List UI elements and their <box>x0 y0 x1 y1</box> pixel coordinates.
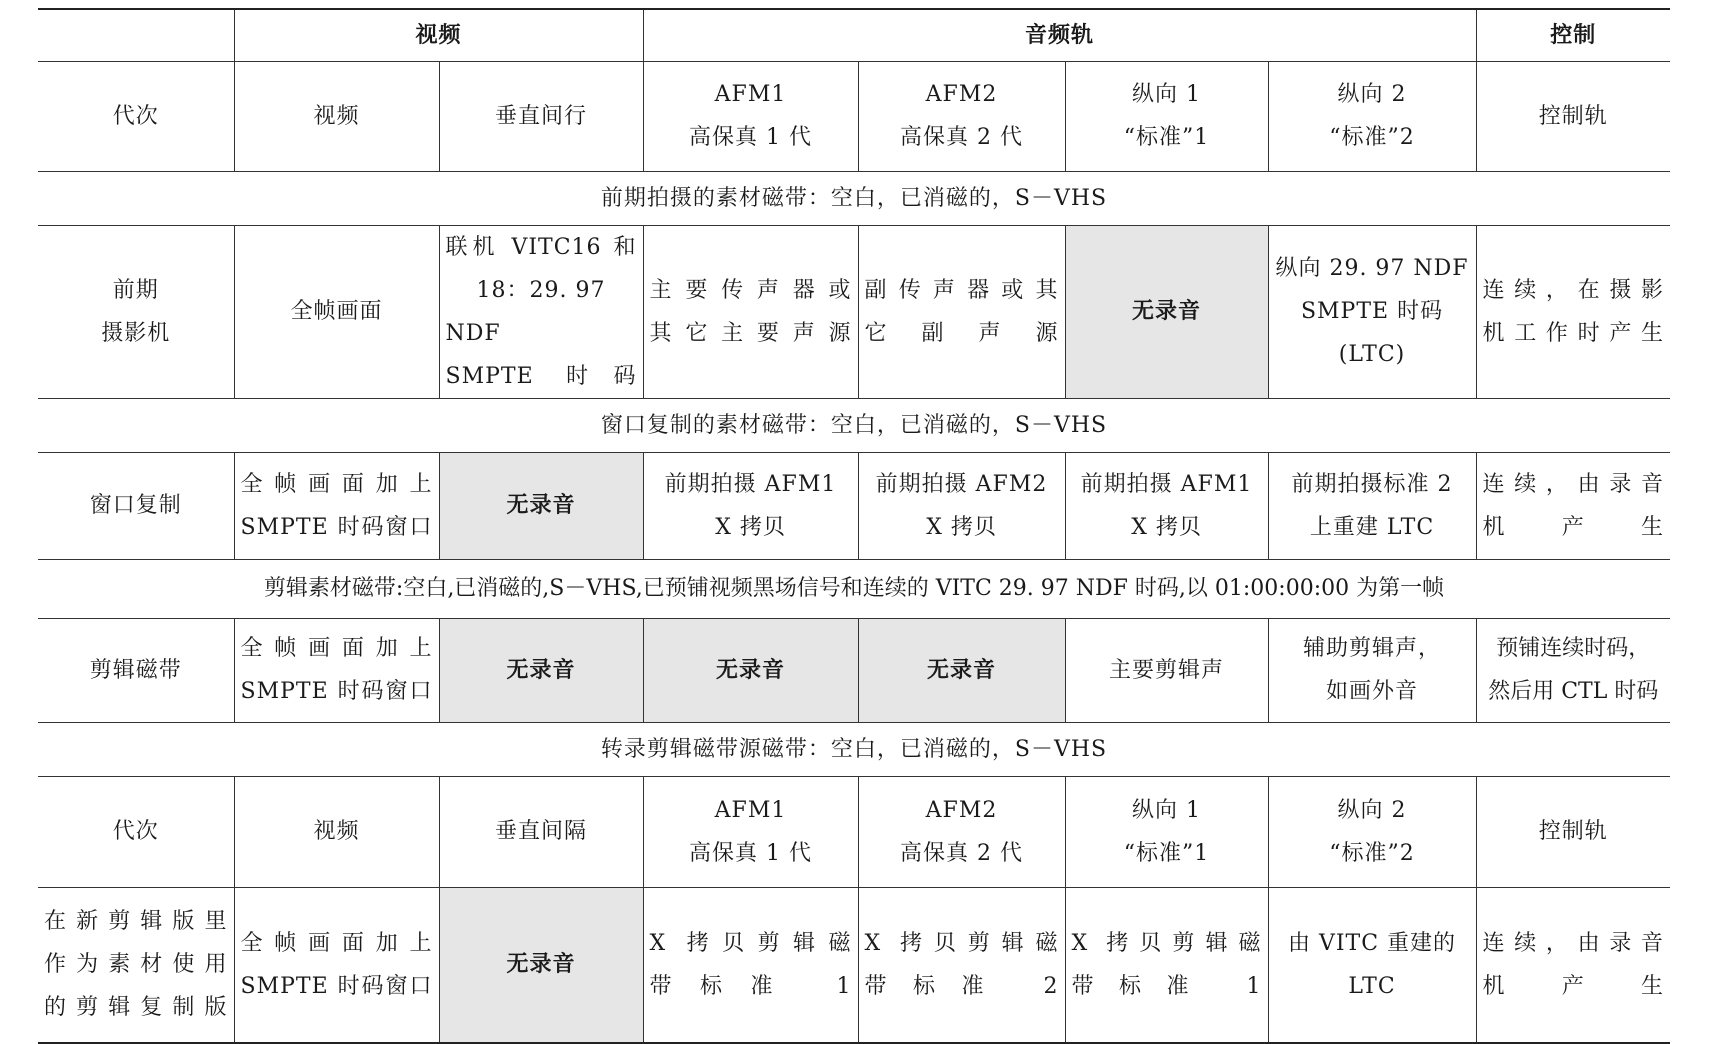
col-header-longitudinal-2: 纵向 2 “标准”2 <box>1268 61 1476 171</box>
col-header-video: 视频 <box>234 61 439 171</box>
cell-generation: 窗口复制 <box>38 452 234 559</box>
col-header-generation: 代次 <box>38 776 234 887</box>
top-header-row <box>38 9 1670 61</box>
cell-generation: 前期 摄影机 <box>38 225 234 398</box>
audio-tracks-group-header: 音频轨 <box>643 9 1476 61</box>
cell-longitudinal-1: 前期拍摄 AFM1 X 拷贝 <box>1065 452 1268 559</box>
section-title-preshoot: 前期拍摄的素材磁带：空白，已消磁的，S－VHS <box>38 171 1670 225</box>
section-row-window-dub <box>38 398 1670 452</box>
col-header-afm2: AFM2 高保真 2 代 <box>858 776 1065 887</box>
col-header-afm1: AFM1 高保真 1 代 <box>643 61 858 171</box>
cell-longitudinal-2: 辅助剪辑声， 如画外音 <box>1268 618 1476 722</box>
cell-afm2: 无录音 <box>858 618 1065 722</box>
cell-video: 全帧画面加上 SMPTE 时码窗口 <box>234 618 439 722</box>
cell-generation: 在新剪辑版里 作为素材使用 的剪辑复制版 <box>38 887 234 1043</box>
cell-afm1: X 拷贝剪辑磁 带标准 1 <box>643 887 858 1043</box>
table-row-window-dub <box>38 452 1670 559</box>
section-row-edit-tape <box>38 559 1670 618</box>
table-row-preshoot <box>38 225 1670 398</box>
cell-vertical-interval: 无录音 <box>439 618 643 722</box>
col-header-afm2: AFM2 高保真 2 代 <box>858 61 1065 171</box>
cell-afm2: 前期拍摄 AFM2 X 拷贝 <box>858 452 1065 559</box>
cell-control-track: 连续，在摄影 机工作时产生 <box>1476 225 1670 398</box>
cell-longitudinal-2: 前期拍摄标准 2 上重建 LTC <box>1268 452 1476 559</box>
cell-afm1: 主要传声器或 其它主要声源 <box>643 225 858 398</box>
column-header-row-repeat <box>38 776 1670 887</box>
col-header-longitudinal-2: 纵向 2 “标准”2 <box>1268 776 1476 887</box>
col-header-video: 视频 <box>234 776 439 887</box>
cell-video: 全帧画面 <box>234 225 439 398</box>
section-title-edit-tape: 剪辑素材磁带:空白,已消磁的,S－VHS,已预铺视频黑场信号和连续的 VITC 29. 97 NDF 时码,以 01:00:00:00 为第一帧 <box>38 559 1670 618</box>
tape-track-table <box>38 8 1670 1044</box>
col-header-longitudinal-1: 纵向 1 “标准”1 <box>1065 61 1268 171</box>
cell-vertical-interval: 无录音 <box>439 887 643 1043</box>
cell-longitudinal-1: X 拷贝剪辑磁 带标准 1 <box>1065 887 1268 1043</box>
cell-control-track: 连续，由录音 机产生 <box>1476 887 1670 1043</box>
corner-cell <box>38 9 234 61</box>
cell-vertical-interval: 联机 VITC16 和 18：29. 97 NDF SMPTE 时码 <box>439 225 643 398</box>
cell-vertical-interval: 无录音 <box>439 452 643 559</box>
cell-afm1: 前期拍摄 AFM1 X 拷贝 <box>643 452 858 559</box>
section-row-transfer <box>38 722 1670 776</box>
video-group-header: 视频 <box>234 9 643 61</box>
section-row-preshoot <box>38 171 1670 225</box>
cell-longitudinal-1: 无录音 <box>1065 225 1268 398</box>
cell-longitudinal-2: 由 VITC 重建的 LTC <box>1268 887 1476 1043</box>
col-header-longitudinal-1: 纵向 1 “标准”1 <box>1065 776 1268 887</box>
section-title-window-dub: 窗口复制的素材磁带：空白，已消磁的，S－VHS <box>38 398 1670 452</box>
col-header-control-track: 控制轨 <box>1476 61 1670 171</box>
col-header-vertical-interval: 垂直间行 <box>439 61 643 171</box>
control-group-header: 控制 <box>1476 9 1670 61</box>
column-header-row <box>38 61 1670 171</box>
cell-afm1: 无录音 <box>643 618 858 722</box>
table-row-edit-tape <box>38 618 1670 722</box>
cell-generation: 剪辑磁带 <box>38 618 234 722</box>
col-header-control-track: 控制轨 <box>1476 776 1670 887</box>
cell-control-track: 预铺连续时码， 然后用 CTL 时码 <box>1476 618 1670 722</box>
cell-afm2: X 拷贝剪辑磁 带标准 2 <box>858 887 1065 1043</box>
col-header-vertical-interval: 垂直间隔 <box>439 776 643 887</box>
cell-longitudinal-1: 主要剪辑声 <box>1065 618 1268 722</box>
col-header-afm1: AFM1 高保真 1 代 <box>643 776 858 887</box>
cell-control-track: 连续，由录音 机产生 <box>1476 452 1670 559</box>
cell-video: 全帧画面加上 SMPTE 时码窗口 <box>234 452 439 559</box>
col-header-generation: 代次 <box>38 61 234 171</box>
section-title-transfer: 转录剪辑磁带源磁带：空白，已消磁的，S－VHS <box>38 722 1670 776</box>
table-row-edit-copy <box>38 887 1670 1043</box>
cell-longitudinal-2: 纵向 29. 97 NDF SMPTE 时码 (LTC) <box>1268 225 1476 398</box>
cell-afm2: 副传声器或其 它副声源 <box>858 225 1065 398</box>
cell-video: 全帧画面加上 SMPTE 时码窗口 <box>234 887 439 1043</box>
